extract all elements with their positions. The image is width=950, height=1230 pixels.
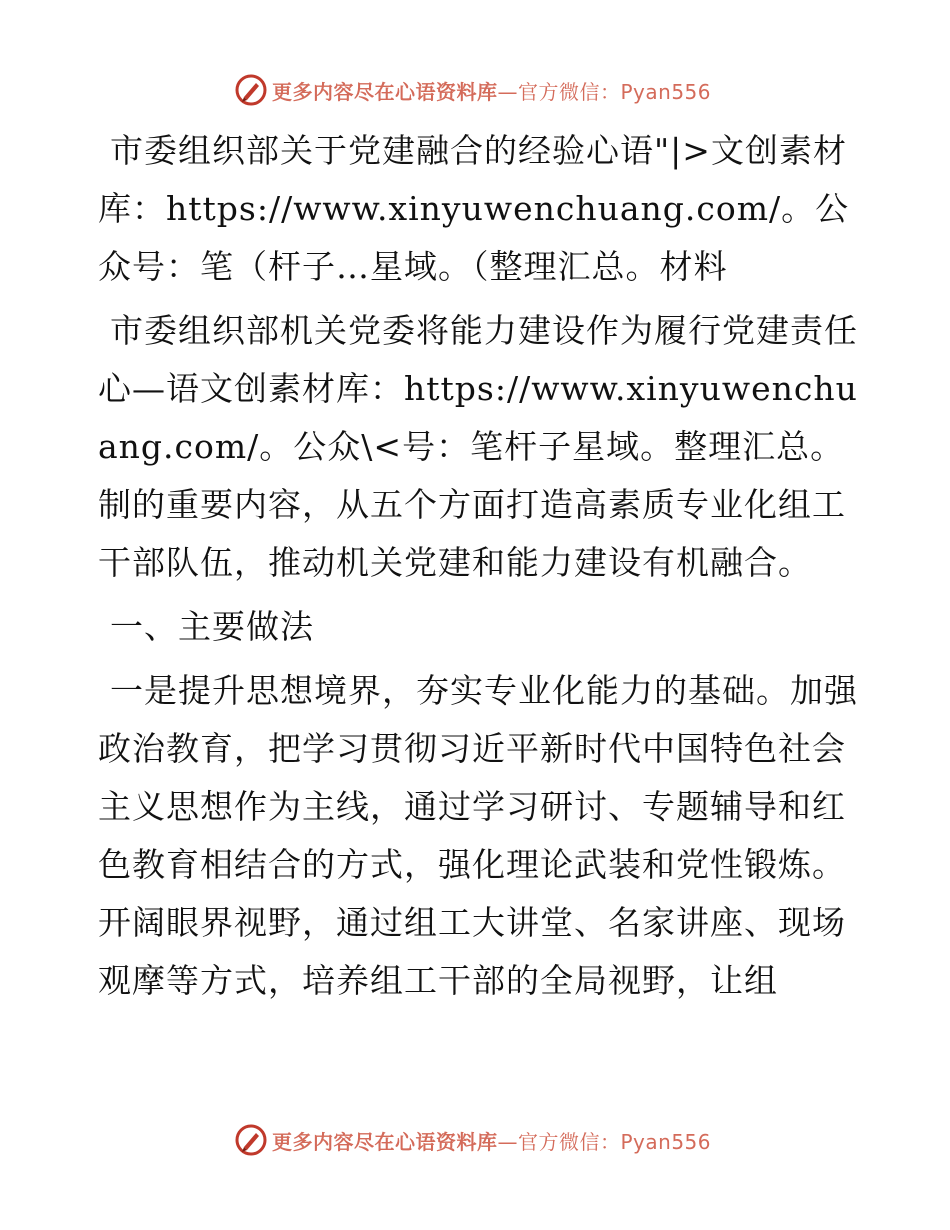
pen-logo-icon <box>234 1123 268 1157</box>
banner-sub-text: —官方微信：Pyan556 <box>497 79 712 104</box>
document-body <box>98 122 858 1016</box>
section-heading: 一、主要做法 <box>110 607 314 646</box>
banner-main-text: 更多内容尽在心语资料库 <box>272 79 498 104</box>
banner-main-text: 更多内容尽在心语资料库 <box>272 1129 498 1154</box>
banner-text <box>272 1126 711 1155</box>
header-banner <box>234 70 711 110</box>
paragraph-summary: 市委组织部机关党委将能力建设作为履行党建责任心—语文创素材库：https://www.xinyuwenchuang.com/。公众\<号：笔杆子星域。整理汇总。制的重要内容，从五个方面打造高素质专业化组工干部队伍，推动机关党建和能力建设有机融合。 <box>98 311 858 582</box>
footer-banner <box>234 1120 711 1160</box>
banner-sub-text: —官方微信：Pyan556 <box>497 1129 712 1154</box>
pen-logo-icon <box>234 73 268 107</box>
paragraph-practice-one: 一是提升思想境界，夯实专业化能力的基础。加强政治教育，把学习贯彻习近平新时代中国特色社会主义思想作为主线，通过学习研讨、专题辅导和红色教育相结合的方式，强化理论武装和党性锻炼。开阔眼界视野，通过组工大讲堂、名家讲座、现场观摩等方式，培养组工干部的全局视野，让组 <box>98 671 858 1000</box>
banner-text <box>272 76 711 105</box>
paragraph-intro: 市委组织部关于党建融合的经验心语"|>文创素材库：https://www.xinyuwenchuang.com/。公众号：笔（杆子…星域。（整理汇总。材料 <box>98 131 850 286</box>
